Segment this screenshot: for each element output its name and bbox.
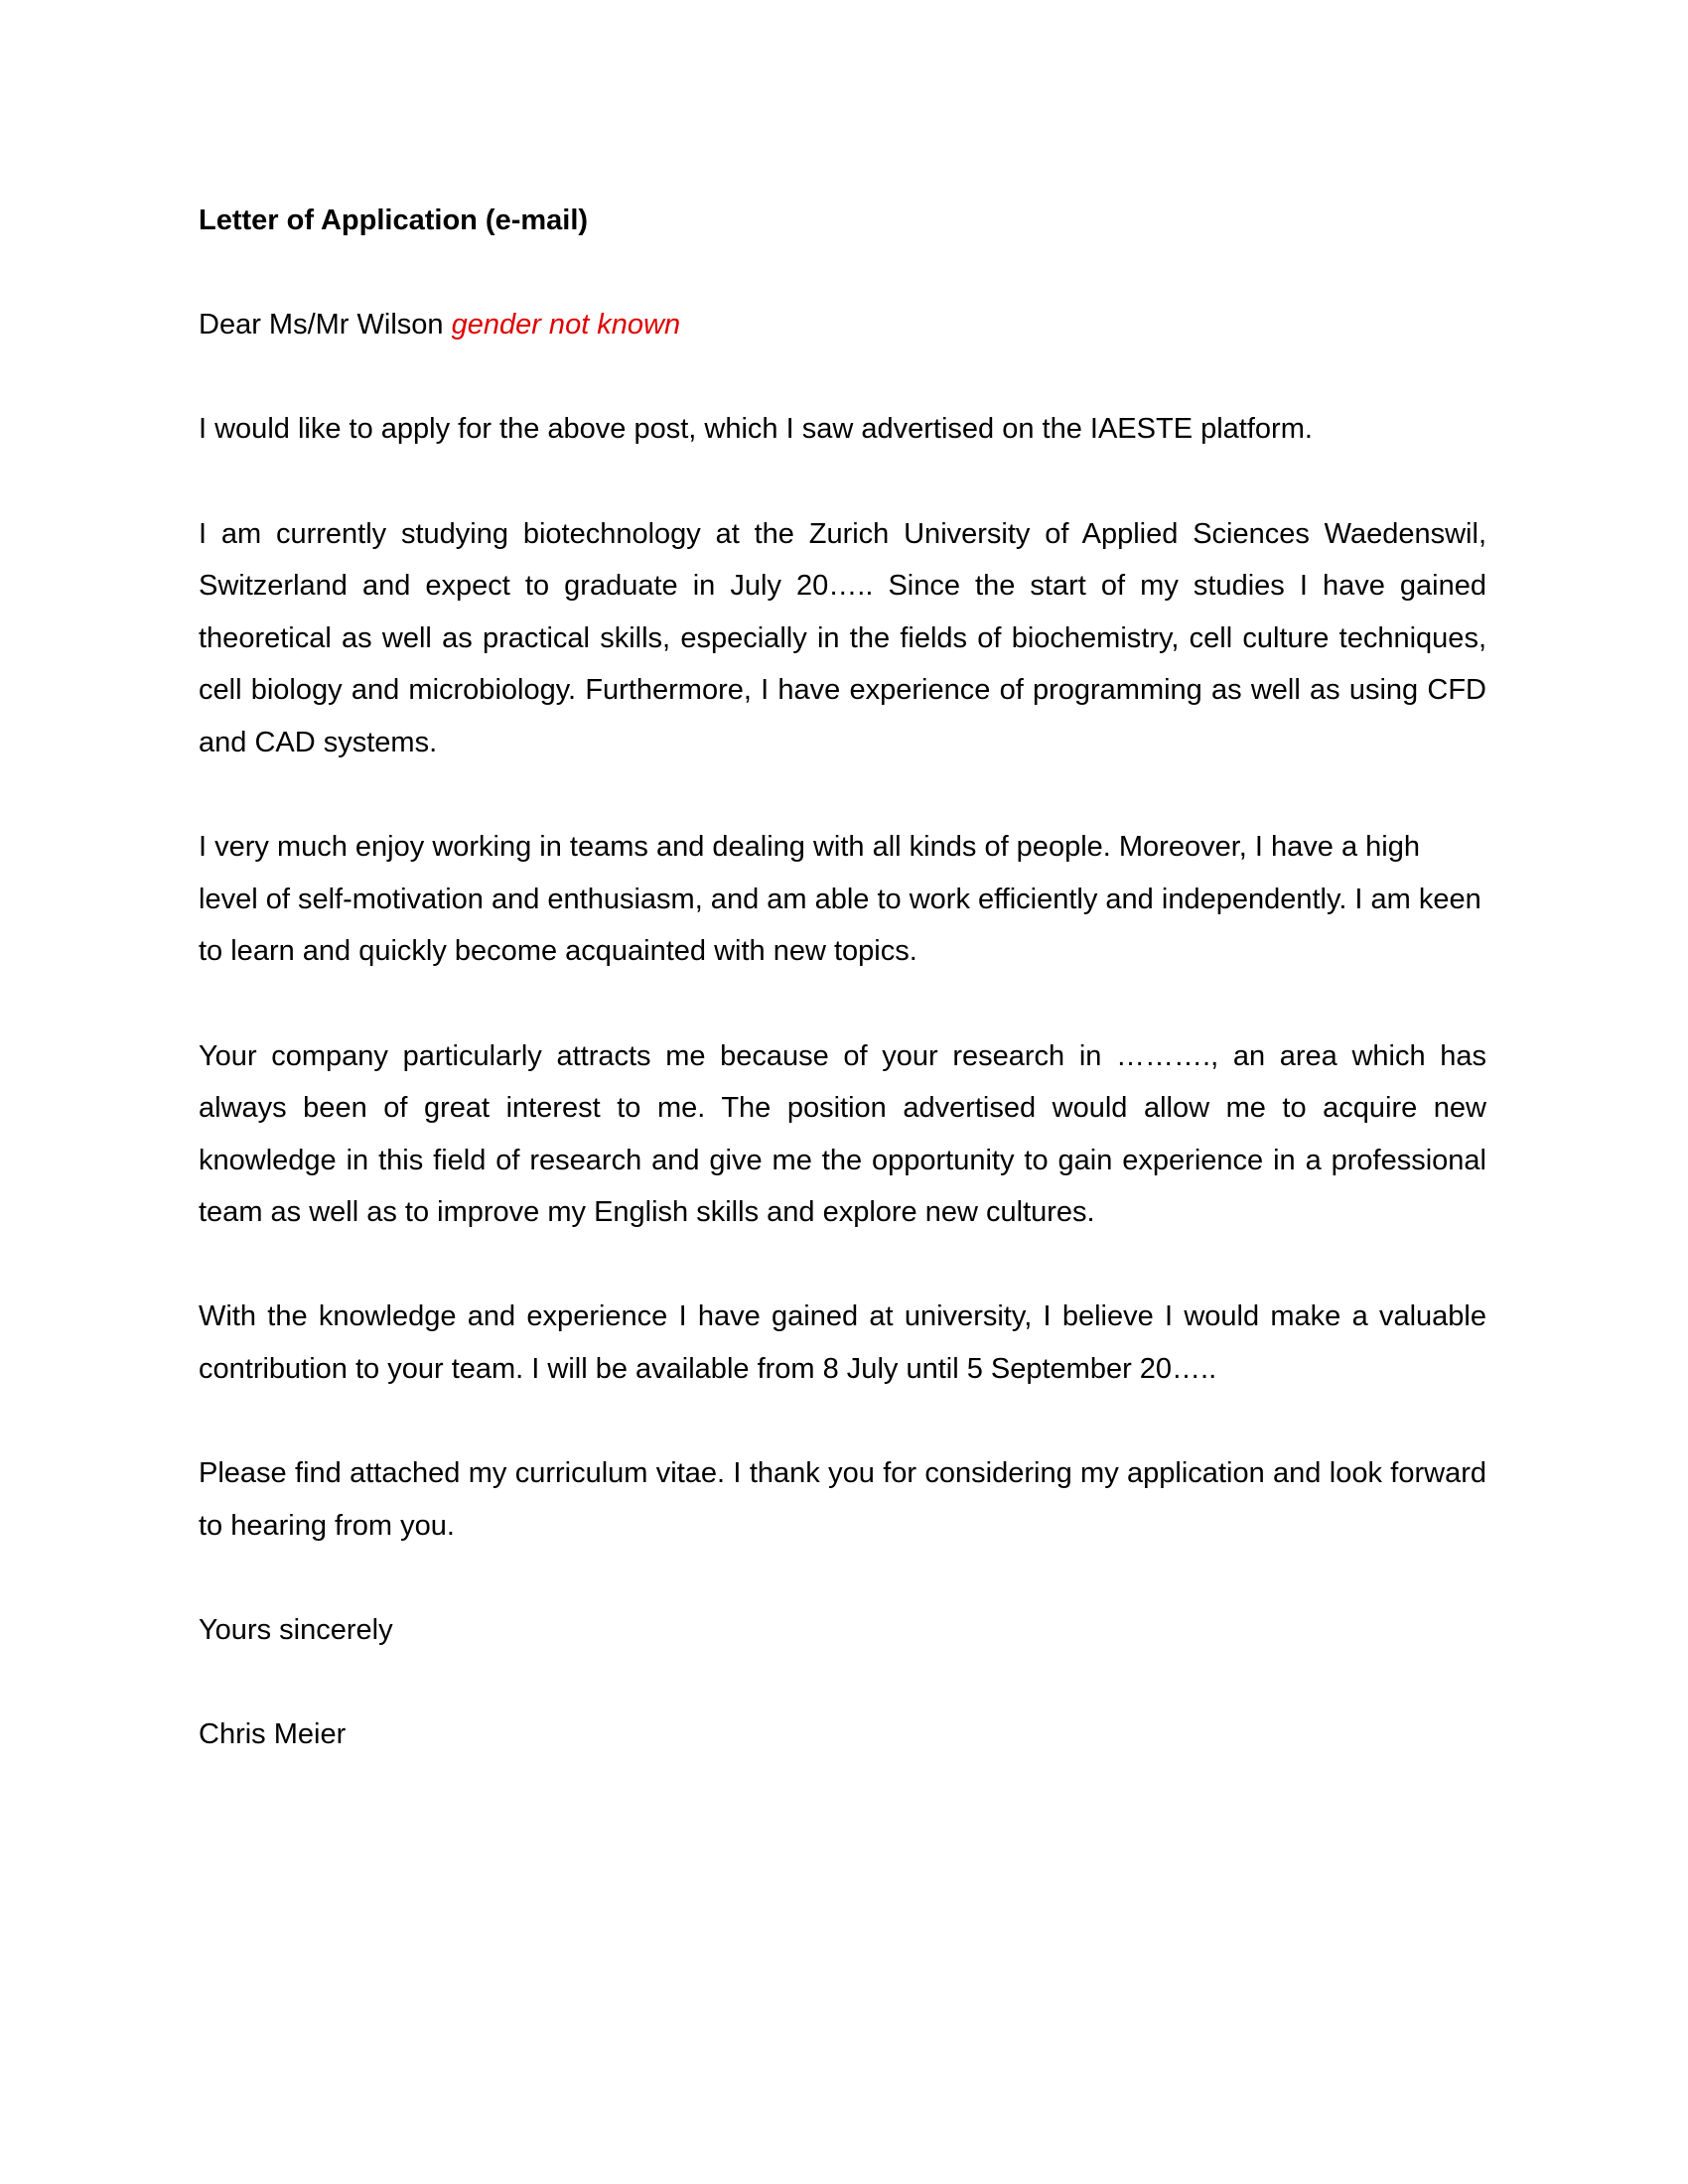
paragraph-availability: With the knowledge and experience I have gained at university, I believe I would make a valuable contribution to your team. I will be available from 8 July until 5 September 20….. — [199, 1300, 1486, 1386]
paragraph-company-interest: Your company particularly attracts me because of your research in ………., an area which has always been of great interest to me. The position advertised would allow me to acquire new knowledge in this field of research and give me the opportunity to gain experience in a professional team as well as to improve my English skills and explore new cultures. — [199, 1039, 1486, 1229]
paragraph-studies: I am currently studying biotechnology at the Zurich University of Applied Sciences Waedenswil, Switzerland and expect to graduate in July 20….. Since the start of my studies I have gained theoretical as well as practical skills, especially in the fields of biochemistry, cell culture techniques, cell biology and microbiology. Furthermore, I have experience of programming as well as using CFD and CAD systems. — [199, 517, 1486, 758]
letter-title: Letter of Application (e-mail) — [199, 205, 589, 236]
salutation: Dear Ms/Mr Wilson — [199, 309, 444, 341]
signature: Chris Meier — [199, 1718, 347, 1751]
letter-page — [199, 195, 1486, 1813]
closing: Yours sincerely — [199, 1614, 393, 1647]
salutation-line — [199, 299, 1486, 351]
paragraph-intro: I would like to apply for the above post, which I saw advertised on the IAESTE platform. — [199, 413, 1313, 446]
salutation-note: gender not known — [451, 309, 681, 341]
paragraph-closing-request: Please find attached my curriculum vitae. I thank you for considering my application and look forward to hearing from you. — [199, 1457, 1486, 1542]
paragraph-personal-skills: I very much enjoy working in teams and dealing with all kinds of people. Moreover, I have a high level of self-motivation and enthusiasm, and am able to work efficiently and independently. I am keen to learn and quickly become acquainted with new topics. — [199, 831, 1481, 968]
